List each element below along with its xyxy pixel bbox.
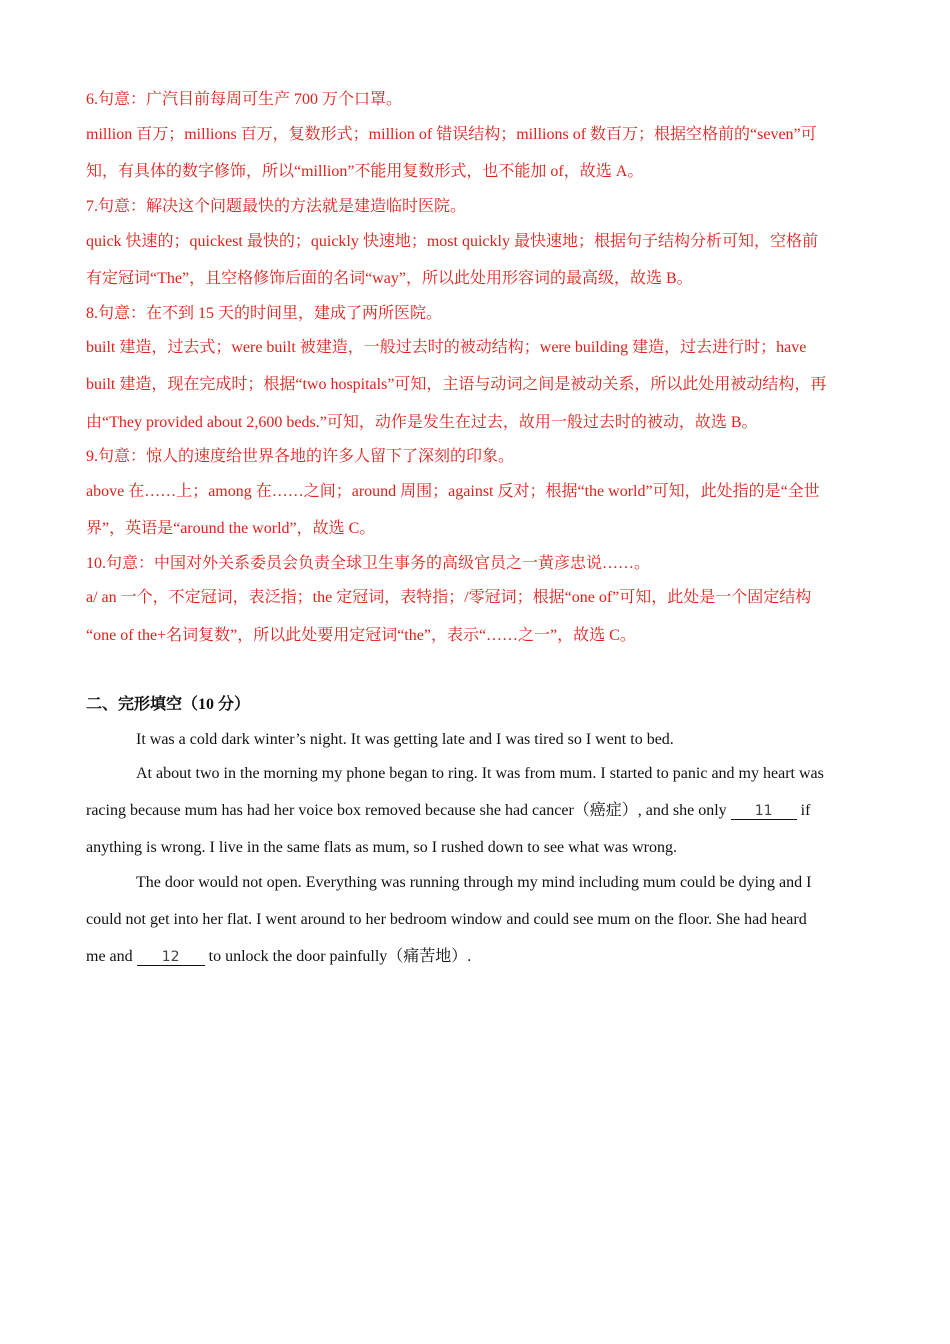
- explanation-9-title: 9.句意：惊人的速度给世界各地的许多人留下了深刻的印象。: [86, 448, 515, 465]
- passage-text: if: [800, 802, 811, 819]
- passage-paragraph-2-line2: [86, 801, 810, 821]
- explanation-9-line1: above 在……上；among 在……之间；around 周围；against 反对；根据“the world”可知，此处指的是“全世: [86, 483, 820, 500]
- section-heading: 二、完形填空（10 分）: [86, 696, 251, 713]
- passage-paragraph-3-line3: [86, 947, 471, 967]
- answer-blank-11[interactable]: 11: [731, 803, 797, 820]
- explanation-7-title: 7.句意：解决这个问题最快的方法就是建造临时医院。: [86, 198, 467, 215]
- explanation-9-line2: 界”，英语是“around the world”，故选 C。: [86, 520, 376, 537]
- passage-paragraph-3-line2: could not get into her flat. I went around to her bedroom window and could see mum on the floor. She had heard: [86, 911, 807, 928]
- explanation-8-title: 8.句意：在不到 15 天的时间里，建成了两所医院。: [86, 305, 443, 322]
- answer-blank-12[interactable]: 12: [137, 949, 205, 966]
- explanation-8-line3: 由“They provided about 2,600 beds.”可知，动作是发生在过去，故用一般过去时的被动，故选 B。: [86, 414, 758, 431]
- passage-paragraph-2-line1: At about two in the morning my phone began to ring. It was from mum. I started to panic and my heart was: [136, 765, 824, 782]
- explanation-6-line2: 知，有具体的数字修饰，所以“million”不能用复数形式，也不能加 of，故选 A。: [86, 163, 644, 180]
- passage-text: me and: [86, 948, 133, 965]
- explanation-8-line1: built 建造，过去式；were built 被建造，一般过去时的被动结构；were building 建造，过去进行时；have: [86, 339, 807, 356]
- explanation-6-line1: million 百万；millions 百万，复数形式；million of 错误结构；millions of 数百万；根据空格前的“seven”可: [86, 126, 817, 143]
- passage-paragraph-3-line1: The door would not open. Everything was running through my mind including mum could be dying and I: [136, 874, 812, 891]
- explanation-6-title: 6.句意：广汽目前每周可生产 700 万个口罩。: [86, 91, 403, 108]
- passage-paragraph-1: It was a cold dark winter’s night. It was getting late and I was tired so I went to bed.: [136, 731, 674, 748]
- passage-paragraph-2-line3: anything is wrong. I live in the same flats as mum, so I rushed down to see what was wrong.: [86, 839, 678, 856]
- explanation-7-line2: 有定冠词“The”，且空格修饰后面的名词“way”，所以此处用形容词的最高级，故选 B。: [86, 270, 693, 287]
- explanation-8-line2: built 建造，现在完成时；根据“two hospitals”可知，主语与动词之间是被动关系，所以此处用被动结构，再: [86, 376, 827, 393]
- explanation-10-line2: “one of the+名词复数”，所以此处要用定冠词“the”，表示“……之一”，故选 C。: [86, 627, 636, 644]
- explanation-10-line1: a/ an 一个，不定冠词，表泛指；the 定冠词，表特指；/零冠词；根据“one of”可知，此处是一个固定结构: [86, 589, 812, 606]
- explanation-10-title: 10.句意：中国对外关系委员会负责全球卫生事务的高级官员之一黄彦忠说……。: [86, 555, 651, 572]
- passage-text: to unlock the door painfully（痛苦地）.: [208, 948, 472, 965]
- explanation-7-line1: quick 快速的；quickest 最快的；quickly 快速地；most quickly 最快速地；根据句子结构分析可知，空格前: [86, 233, 818, 250]
- passage-text: racing because mum has had her voice box removed because she had cancer（癌症）, and she only: [86, 802, 727, 819]
